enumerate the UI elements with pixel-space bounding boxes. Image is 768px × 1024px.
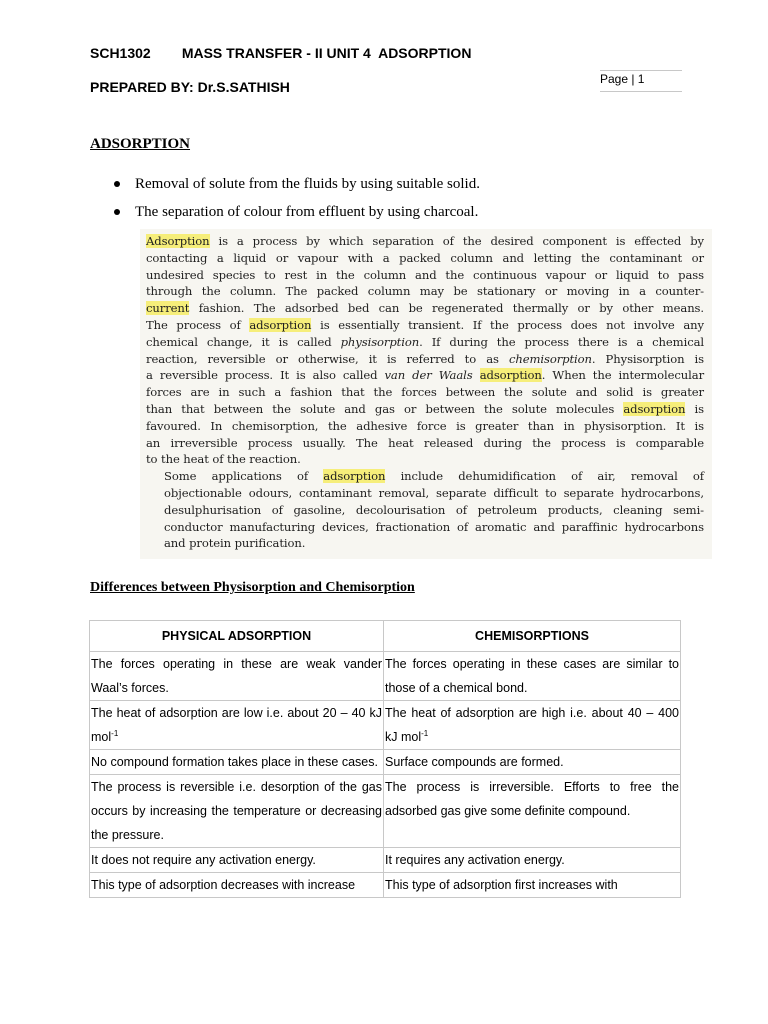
scanned-line [146,267,704,284]
table-cell: No compound formation takes place in these cases. [90,750,384,775]
scanned-text: and protein purification. [164,536,306,551]
scanned-text: than that between the solute and gas or between the solute molecules [146,401,624,416]
scanned-text: . When the intermolecular [541,368,705,383]
bullet-dot-icon [114,209,120,215]
scanned-line [146,317,704,334]
table-header-row [90,621,681,652]
scanned-text: conductor manufacturing devices, fractionation of aromatic and paraffinic hydrocarbons [164,519,704,534]
scanned-line [146,418,704,435]
scanned-text: chemical change, it is called [146,334,341,349]
scanned-text: favoured. In chemisorption, the adhesive force is greater than in physisorption. It is [146,418,704,433]
scanned-line [146,351,704,368]
scanned-text: is a process by which separation of the desired component is effected by [209,234,704,248]
bullet-dot-icon [114,181,120,187]
highlighted-term: adsorption [323,469,386,484]
scanned-text: objectionable odours, contaminant removal, separate difficult to separate hydrocarbons, [164,485,704,500]
table-cell: It does not require any activation energy. [90,848,384,873]
italic-term: chemisorption [508,351,592,366]
scanned-text: fashion. The adsorbed bed can be regenerated thermally or by other means. [189,301,704,316]
page-number: Page | 1 [600,72,645,86]
scanned-text: undesired species to rest in the column and the continuous vapour or liquid to pass [146,267,704,282]
table-row [90,750,681,775]
table-row [90,652,681,701]
scanned-text: Some applications of [164,469,324,484]
scanned-text: reaction, reversible or otherwise, it is referred to as [146,351,509,366]
highlighted-term: Adsorption [146,234,210,248]
scanned-line [146,535,704,552]
table-cell: Surface compounds are formed. [384,750,681,775]
scanned-text: to the heat of the reaction. [146,452,301,467]
scanned-line [146,519,704,536]
scanned-text [473,368,480,382]
bullet-item: The separation of colour from effluent by using charcoal. [90,196,690,224]
table-row [90,848,681,873]
scanned-paragraph [140,229,712,468]
scanned-text: is [685,401,704,416]
table-cell: The process is irreversible. Efforts to free the adsorbed gas give some definite compound. [384,775,681,848]
scanned-line [146,367,704,384]
table-cell: The forces operating in these cases are similar to those of a chemical bond. [384,652,681,701]
differences-title: Differences between Physisorption and Chemisorption [90,580,415,595]
bullet-item: Removal of solute from the fluids by using suitable solid. [90,168,690,196]
table-row [90,701,681,750]
italic-term: van der Waals [384,368,473,383]
highlighted-term: current [146,301,190,316]
scanned-line [146,468,704,485]
table-cell: The forces operating in these are weak vander Waal’s forces. [90,652,384,701]
comparison-table [89,620,681,898]
superscript: -1 [421,728,429,738]
highlighted-term: adsorption [479,368,542,383]
scanned-text: The process of [146,317,250,332]
highlighted-term: adsorption [623,401,686,416]
table-row [90,873,681,898]
bullet-list [90,168,690,224]
scanned-text: . Physisorption is [591,351,704,366]
scanned-text: include dehumidification of air, removal of [385,469,704,484]
scanned-line [146,502,704,519]
scanned-line [146,451,704,468]
scanned-text-excerpt [140,229,712,559]
scanned-text: desulphurisation of gasoline, decolourisation of petroleum products, cleaning semi- [164,502,704,517]
scanned-text: contacting a liquid or vapour with a packed column and letting the contaminant or [146,250,704,265]
scanned-line [146,384,704,401]
page-number-block [600,70,682,92]
scanned-line [146,300,704,317]
header-prepared-by: PREPARED BY: Dr.S.SATHISH [90,79,290,95]
scanned-line [146,283,704,300]
table-cell: The process is reversible i.e. desorption of the gas occurs by increasing the temperature or decreasing the pressure. [90,775,384,848]
scanned-text: is essentially transient. If the process does not involve any [311,317,704,332]
scanned-text: forces are in such a fashion that the forces between the solute and solid is greater [146,385,704,400]
scanned-line [146,401,704,418]
page-number-bottom-rule [600,91,682,92]
table-row [90,775,681,848]
highlighted-term: adsorption [249,317,312,332]
scanned-text: a reversible process. It is also called [146,368,385,383]
scanned-text: . If during the process there is a chemical [419,334,705,349]
table-cell: The heat of adsorption are low i.e. about 20 – 40 kJ mol$^{-1}$ [90,701,384,750]
scanned-text: through the column. The packed column may be stationary or moving in a counter- [146,284,704,299]
section-title: ADSORPTION [90,136,191,152]
scanned-paragraph [140,468,712,552]
scanned-text: an irreversible process usually. The heat released during the process is comparable [146,435,704,450]
column-header-chemisorption: CHEMISORPTIONS [384,621,681,652]
table-cell: The heat of adsorption are high i.e. about 40 – 400 kJ mol$^{-1}$ [384,701,681,750]
column-header-physical: PHYSICAL ADSORPTION [90,621,384,652]
italic-term: physisorption [340,334,420,349]
superscript: -1 [111,728,119,738]
scanned-line [146,250,704,267]
header-course-title: SCH1302 MASS TRANSFER - II UNIT 4 ADSORPTION [90,45,472,61]
table-cell: This type of adsorption first increases with [384,873,681,898]
scanned-line [146,233,704,250]
table-cell: This type of adsorption decreases with increase [90,873,384,898]
scanned-line [146,334,704,351]
scanned-line [146,435,704,452]
scanned-line [146,485,704,502]
table-cell: It requires any activation energy. [384,848,681,873]
